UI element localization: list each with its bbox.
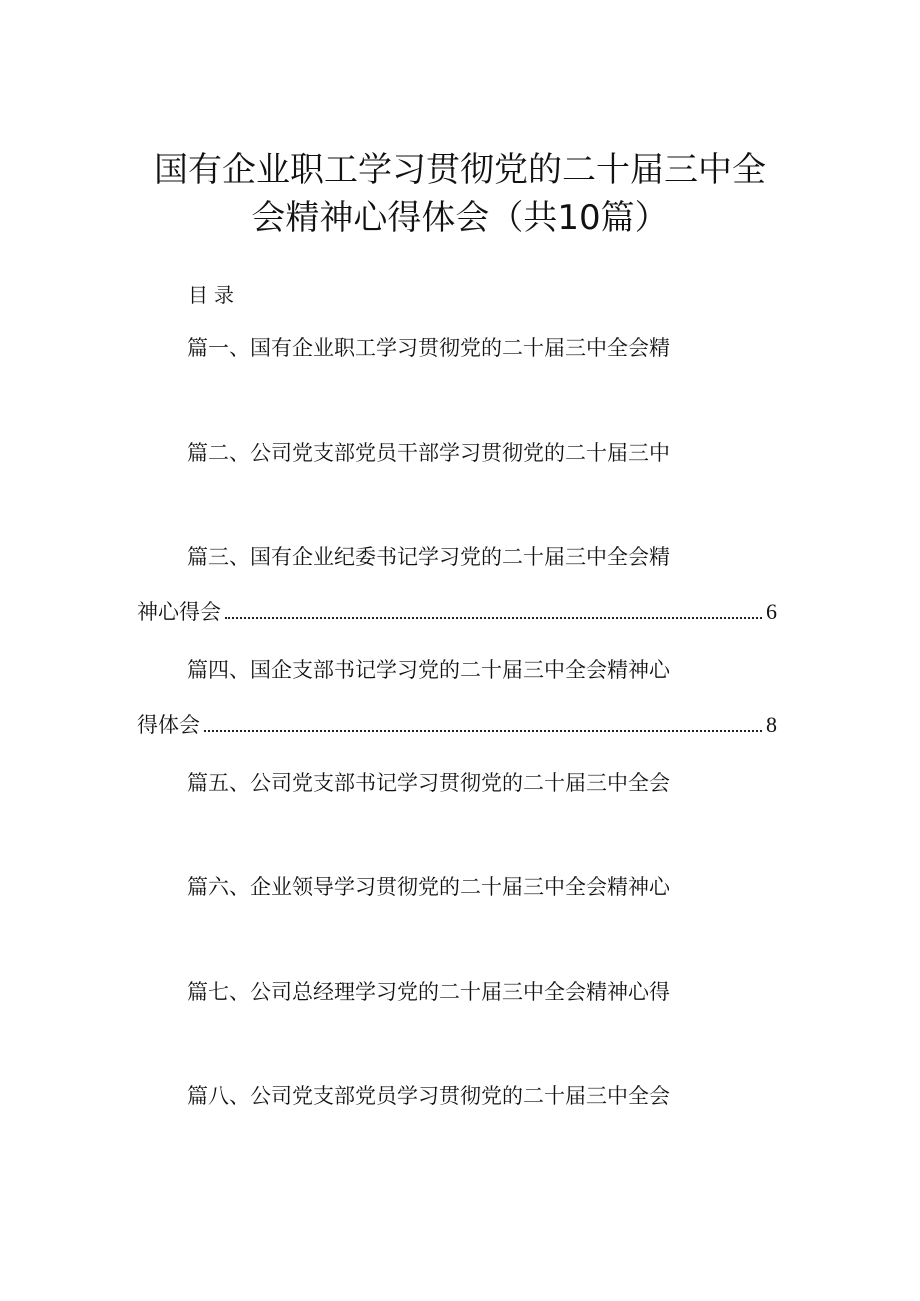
toc-label: 目录 bbox=[188, 283, 240, 307]
toc-entry-2[interactable]: 篇二、公司党支部党员干部学习贯彻党的二十届三中 bbox=[187, 441, 670, 465]
toc-entry-3[interactable]: 篇三、国有企业纪委书记学习党的二十届三中全会精 bbox=[187, 545, 670, 569]
document-title-line-1: 国有企业职工学习贯彻党的二十届三中全 bbox=[154, 150, 766, 190]
toc-entry-8[interactable]: 篇八、公司党支部党员学习贯彻党的二十届三中全会 bbox=[187, 1084, 670, 1108]
toc-entry-4-continuation[interactable] bbox=[137, 711, 777, 739]
toc-entry-5[interactable]: 篇五、公司党支部书记学习贯彻党的二十届三中全会 bbox=[187, 771, 670, 795]
toc-leader-dots bbox=[225, 599, 762, 619]
toc-entry-4-page-number: 8 bbox=[766, 712, 777, 737]
toc-leader-dots bbox=[204, 712, 762, 732]
toc-entry-1[interactable]: 篇一、国有企业职工学习贯彻党的二十届三中全会精 bbox=[187, 336, 670, 360]
toc-entry-3-continuation[interactable] bbox=[137, 598, 777, 626]
toc-entry-4[interactable]: 篇四、国企支部书记学习党的二十届三中全会精神心 bbox=[187, 658, 670, 682]
toc-entry-3-page-number: 6 bbox=[766, 599, 777, 624]
toc-entry-4-continuation-text: 得体会 bbox=[137, 713, 200, 737]
toc-entry-3-continuation-text: 神心得会 bbox=[137, 600, 221, 624]
toc-entry-7[interactable]: 篇七、公司总经理学习党的二十届三中全会精神心得 bbox=[187, 980, 670, 1004]
document-title-line-2: 会精神心得体会（共10篇） bbox=[251, 198, 669, 238]
toc-entry-6[interactable]: 篇六、企业领导学习贯彻党的二十届三中全会精神心 bbox=[187, 875, 670, 899]
